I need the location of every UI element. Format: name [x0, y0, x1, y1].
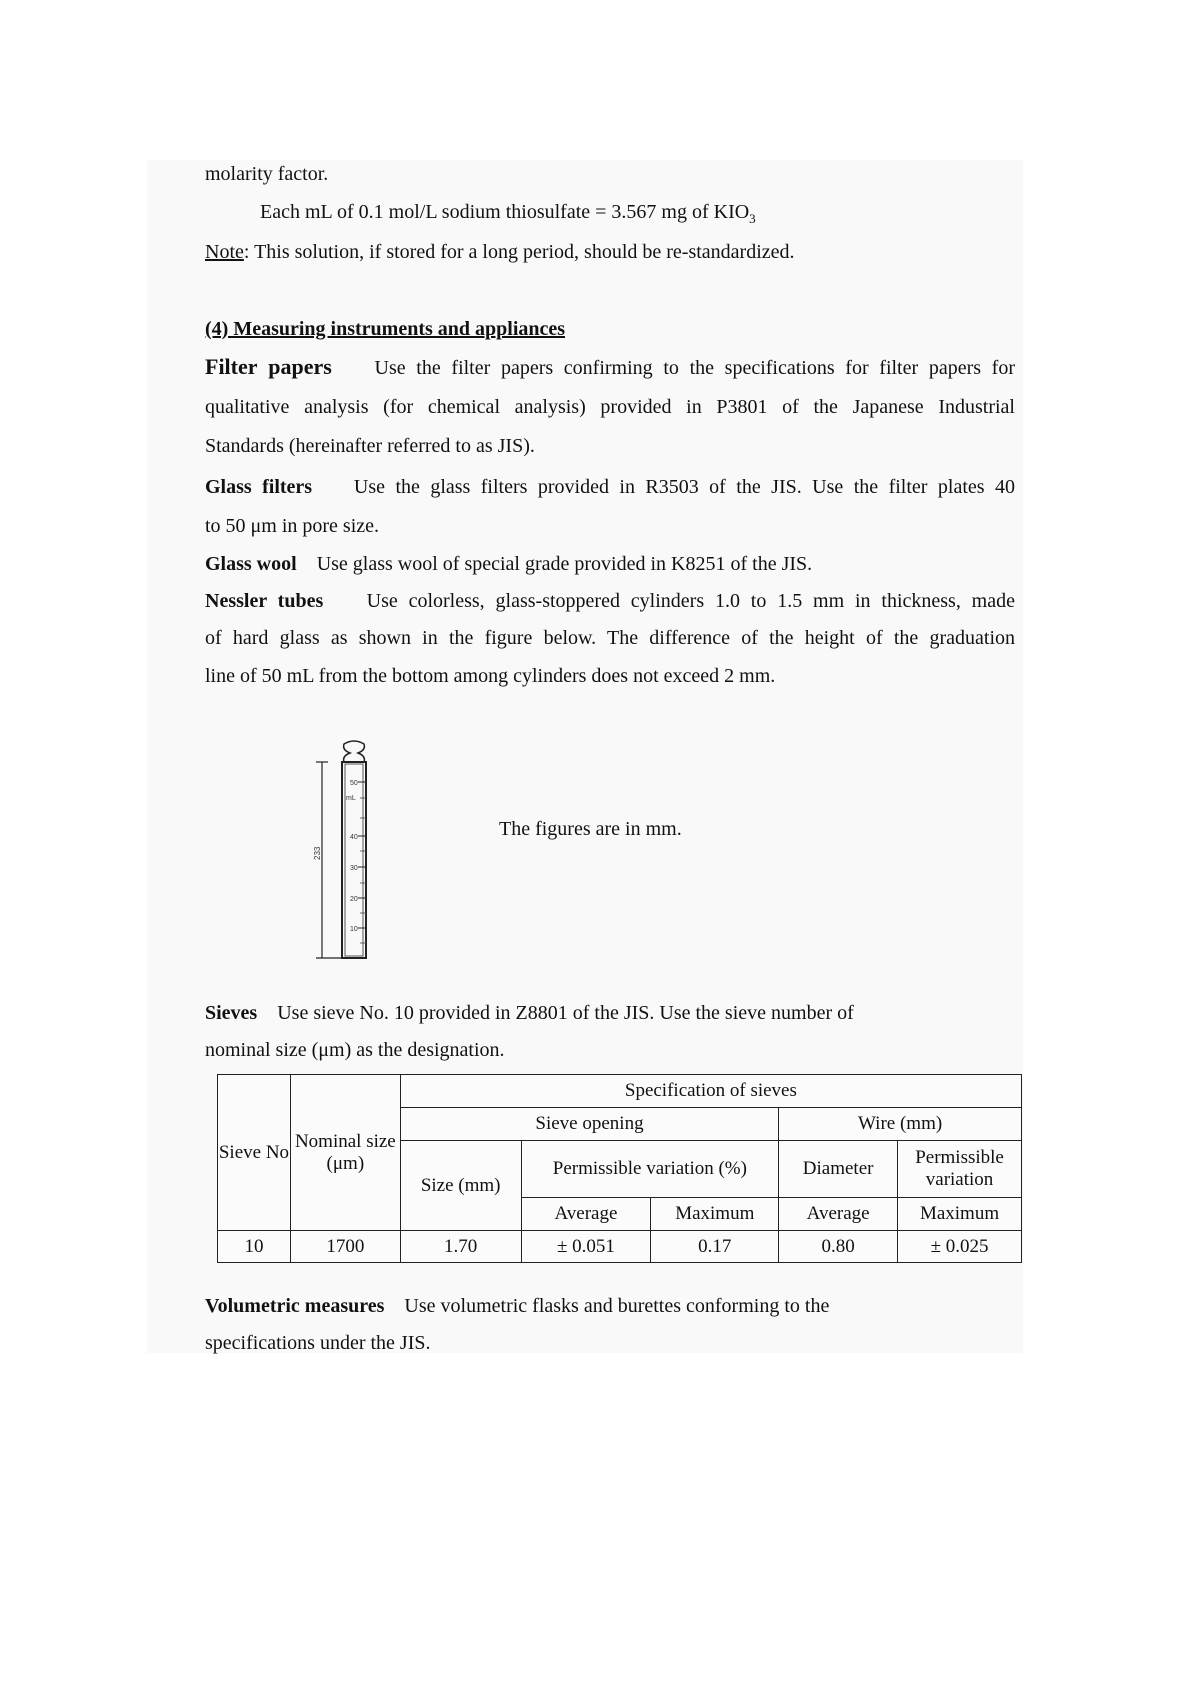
header-maximum: Maximum — [651, 1198, 779, 1231]
term-nessler-tubes: Nessler tubes — [205, 590, 324, 612]
header-nominal-size: Nominal size (μm) — [290, 1075, 400, 1231]
header-permissible-variation: Permissible variation — [898, 1141, 1022, 1198]
header-size: Size (mm) — [400, 1141, 521, 1231]
term-glass-filters: Glass filters — [205, 476, 313, 498]
text-line: molarity factor. — [205, 163, 329, 185]
cell-average-variation: ± 0.051 — [521, 1231, 651, 1263]
glass-filters-line-1: Glass filters Use the glass filters provided in R3503 of the JIS. Use the filter plates 40 — [205, 476, 1016, 498]
glass-filters-line-2: to 50 μm in pore size. — [205, 515, 380, 537]
header-average: Average — [779, 1198, 898, 1231]
cell-maximum-variation: 0.17 — [651, 1231, 779, 1263]
glass-wool-line: Glass wool Use glass wool of special grade provided in K8251 of the JIS. — [205, 553, 813, 575]
nessler-tube-figure — [310, 738, 400, 963]
cell-wire-diameter: 0.80 — [779, 1231, 898, 1263]
section-heading: (4) Measuring instruments and appliances — [205, 318, 566, 340]
nessler-line-2: of hard glass as shown in the figure below. The difference of the height of the graduation — [205, 627, 1015, 649]
nessler-line-1: Nessler tubes Use colorless, glass-stoppered cylinders 1.0 to 1.5 mm in thickness, made — [205, 590, 1015, 612]
cell-wire-variation: ± 0.025 — [898, 1231, 1022, 1263]
filter-papers-line-1: Filter papers Use the filter papers confirming to the specifications for filter papers for — [205, 354, 1016, 379]
term-filter-papers: Filter papers — [205, 354, 332, 379]
grad-label: 20 — [350, 896, 358, 903]
header-diameter: Diameter — [779, 1141, 898, 1198]
volumetric-line-2: specifications under the JIS. — [205, 1332, 431, 1354]
text-line-equation: Each mL of 0.1 mol/L sodium thiosulfate = 3.567 mg of $KIO_3$ — [260, 201, 756, 226]
unit-label: mL — [346, 795, 356, 802]
grad-label: 40 — [350, 834, 358, 841]
header-wire: Wire (mm) — [779, 1108, 1022, 1141]
cell-nominal-size: 1700 — [290, 1231, 400, 1263]
header-sieve-no: Sieve No — [218, 1075, 291, 1231]
term-sieves: Sieves — [205, 1002, 258, 1024]
stopper-shape — [344, 741, 365, 762]
grad-label: 10 — [350, 926, 358, 933]
sieves-line-1: Sieves Use sieve No. 10 provided in Z8801 of the JIS. Use the sieve number of — [205, 1002, 854, 1024]
table-row — [218, 1231, 1022, 1263]
height-label: 233 — [313, 846, 322, 860]
grad-label: 50 — [350, 780, 358, 787]
header-average: Average — [521, 1198, 651, 1231]
note-label: Note — [205, 241, 244, 263]
nessler-line-3: line of 50 mL from the bottom among cylinders does not exceed 2 mm. — [205, 665, 776, 687]
sieves-line-2: nominal size (μm) as the designation. — [205, 1039, 505, 1061]
header-maximum: Maximum — [898, 1198, 1022, 1231]
filter-papers-line-3: Standards (hereinafter referred to as JIS). — [205, 435, 535, 457]
header-permissible-variation-pct: Permissible variation (%) — [521, 1141, 779, 1198]
term-volumetric-measures: Volumetric measures — [205, 1295, 385, 1317]
sieve-spec-table — [217, 1074, 1022, 1263]
figure-caption: The figures are in mm. — [499, 818, 682, 840]
volumetric-line-1: Volumetric measures Use volumetric flasks and burettes conforming to the — [205, 1295, 830, 1317]
header-specification: Specification of sieves — [400, 1075, 1021, 1108]
note-line: Note: This solution, if stored for a long period, should be re-standardized. — [205, 241, 795, 263]
filter-papers-line-2: qualitative analysis (for chemical analysis) provided in P3801 of the Japanese Industrial — [205, 396, 1015, 418]
grad-label: 30 — [350, 865, 358, 872]
header-sieve-opening: Sieve opening — [400, 1108, 778, 1141]
cell-size: 1.70 — [400, 1231, 521, 1263]
term-glass-wool: Glass wool — [205, 553, 297, 575]
cell-sieve-no: 10 — [218, 1231, 291, 1263]
